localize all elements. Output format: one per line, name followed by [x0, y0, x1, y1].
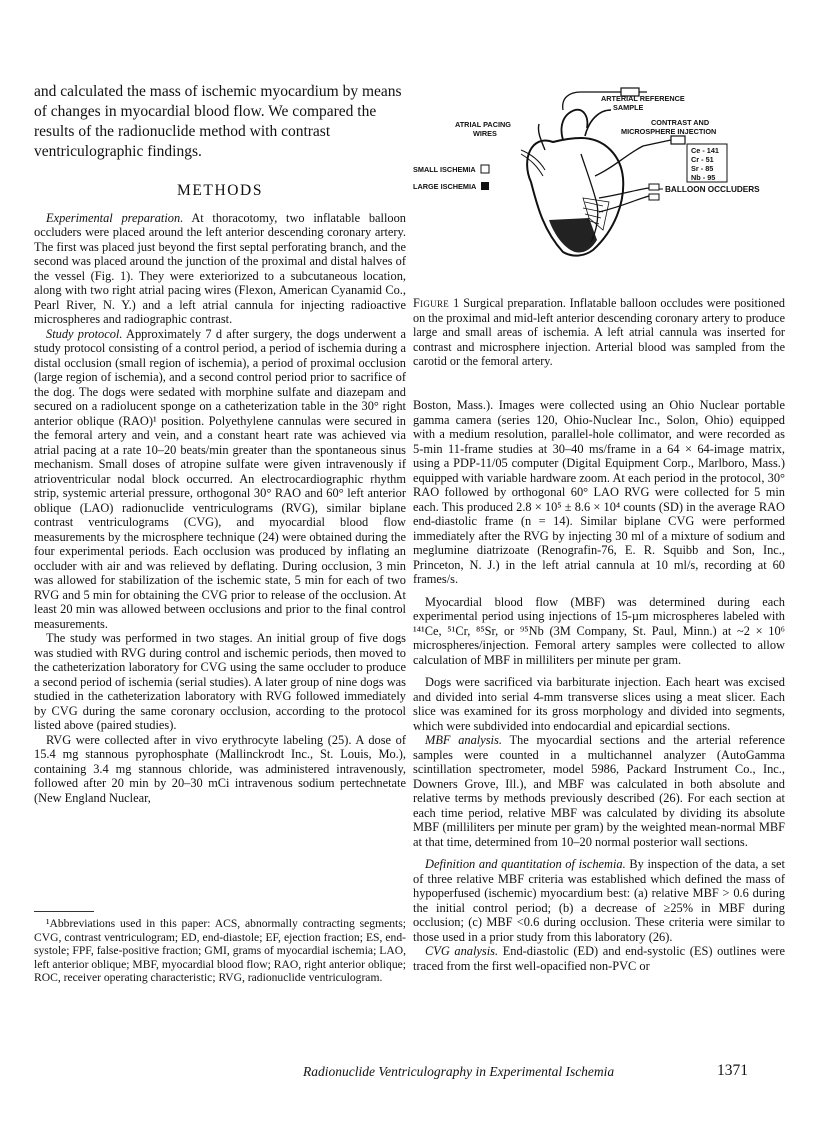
paragraph-experimental-preparation: Experimental preparation. At thoracotomy, two inflatable balloon occluders were placed around the left anterior descending coronary artery. The first was placed just beyond the first septal perforating branch, and the second was placed around the junction of the proximal and distal halves of the vessel (Fig. 1). They were exteriorized to a subcutaneous location, along with two right atrial pacing wires (Flexon, American Cyanamid Co., Pearl River, N. Y.) and a left atrial cannula for injecting radioactive microspheres and radiographic contrast.	[34, 210, 406, 326]
paragraph-cvg-analysis: CVG analysis. End-diastolic (ED) and end-systolic (ES) outlines were traced from the first well-opacified non-PVC or	[413, 944, 786, 973]
page-number: 1371	[717, 1062, 748, 1079]
paragraph-mbf-microspheres: Myocardial blood flow (MBF) was determined during each experimental period using injections of 15-µm microspheres labeled with ¹⁴¹Ce, ⁵¹Cr, ⁸⁵Sr, or ⁹⁵Nb (3M Company, St. Paul, Minn.) at ~2 × 10⁶ microspheres/injection. Femoral artery samples were collected to allow calculation of MBF in milliliters per minute per gram.	[413, 594, 785, 667]
footnote-rule	[34, 911, 94, 912]
label-wires: WIRES	[473, 129, 497, 138]
left-column	[34, 82, 406, 805]
label-arterial-reference: ARTERIAL REFERENCE	[601, 94, 685, 103]
paragraph-rvg-collection: RVG were collected after in vivo erythrocyte labeling (25). A dose of 15.4 mg stannous pyrophosphate (Mallinckrodt Inc., St. Louis, Mo.), containing 3.4 mg stannous chloride, was administered intravenously, followed after 20 min by 20–30 mCi intravenous sodium pertechnetate (New England Nuclear,	[34, 732, 406, 805]
right-column	[413, 398, 785, 973]
paragraph-ischemia-definition: Definition and quantitation of ischemia. By inspection of the data, a set of three relative MBF criteria was established which defined the mass of hypoperfused (ischemic) myocardium best: (a) relative MBF > 0.6 during the initial control period; (b) a decrease of ≥25% in MBF during occlusion; (c) MBF <0.6 during occlusion. These criteria were similar to those used in a prior study from this laboratory (26).	[413, 857, 786, 944]
label-small-ischemia: SMALL ISCHEMIA	[413, 165, 476, 174]
paragraph-gamma-camera: Boston, Mass.). Images were collected using an Ohio Nuclear portable gamma camera (series 120, Ohio-Nuclear Inc., Solon, Ohio) equipped with a medium resolution, parallel-hole collimator, and were recorded as 5-min 11-frame studies at 30–40 ms/frame in a 64 × 64-image matrix, using a PDP-11/05 computer (Digital Equipment Corp., Marlboro, Mass.) equipped with variable hardware zoom. At each period in the protocol, 30° RAO followed by orthogonal 60° LAO RVG were collected for 5 min each. This produced 2.8 × 10⁵ ± 8.6 × 10⁴ counts (SD) in the average RAO end-diastolic frame (n = 14). Similar biplane CVG were performed immediately after the RVG by injecting 30 ml of a mixture of sodium and meglumine diatrizoate (Renografin-76, E. R. Squibb and Son, Inc., Princeton, N. J.) in the left atrial cannula at 10 ml/s, recording at 60 frames/s.	[413, 398, 785, 586]
surgical-preparation-illustration	[413, 80, 785, 260]
isotope-label-1: Cr - 51	[691, 155, 714, 164]
label-sample: SAMPLE	[613, 103, 644, 112]
footnote-abbreviations: ¹Abbreviations used in this paper: ACS, abnormally contracting segments; CVG, contrast ventriculogram; ED, end-diastole; EF, ejection fraction; ES, end-systole; FPF, false-positive fraction; GMI, grams of myocardial ischemia; LAO, left anterior oblique; MBF, myocardial blood flow; RAO, right anterior oblique; ROC, receiver operating characteristic; RVG, radionuclide ventriculogram.	[34, 917, 406, 984]
running-title: Radionuclide Ventriculography in Experimental Ischemia	[303, 1064, 615, 1079]
label-atrial-pacing: ATRIAL PACING	[455, 120, 511, 129]
methods-heading: METHODS	[176, 182, 264, 199]
legend-large-swatch	[481, 182, 489, 190]
large-ischemia-region	[549, 218, 597, 253]
paragraph-study-protocol: Study protocol. Approximately 7 d after surgery, the dogs underwent a study protocol consisting of a control period, a period of ischemia during a distal occlusion (small region of ischemia), a period of proximal occlusion (large region of ischemia), and a second control period prior to sacrifice of the dog. The dogs were sedated with morphine sulfate and diazepam and secured on a radiolucent sponge on a catheterization table in the 30° right anterior oblique (RAO)¹ position. Polyethylene cannulas were secured in the femoral artery and vein, and a constant heart rate was achieved via atrial pacing at a rate 10–20 beats/min greater than the spontaneous sinus mechanism. Small doses of atropine sulfate were given intravenously if atrioventricular nodal block occurred. An electrocardiographic rhythm strip, systemic arterial pressure, orthogonal 30° RAO and 60° left anterior oblique (LAO) radionuclide ventriculograms (RVG), similar biplane contrast ventriculograms (CVG), and myocardial blood flow measurements by the microsphere technique (24) were obtained during the four experimental periods. Each occlusion was produced by inflating an occluder with air and was relieved by deflating. During occlusion, 3 min was allowed for stabilization of the ischemic state, 5 min for each of two RVG and 5 min for obtaining the CVG prior to release of the occlusion. At least 20 min was allowed between occlusions and prior to the final control measurements.	[34, 326, 406, 631]
label-large-ischemia: LARGE ISCHEMIA	[413, 182, 477, 191]
label-balloon-occluders: BALLOON OCCLUDERS	[665, 185, 760, 194]
paragraph-sacrifice: Dogs were sacrificed via barbiturate injection. Each heart was excised and divided into serial 4-mm transverse slices using a meat slicer. Each slice was examined for its gross morphology and divided into segments, which were subdivided into endocardial and epicardial sections.	[413, 675, 785, 733]
isotope-label-2: Sr - 85	[691, 164, 714, 173]
label-contrast: CONTRAST AND	[651, 118, 710, 127]
legend-small-swatch	[481, 165, 489, 173]
lead-paragraph: and calculated the mass of ischemic myocardium by means of changes in myocardial blood flow. We compared the results of the radionuclide method with contrast ventriculographic findings.	[34, 83, 402, 160]
isotope-label-0: Ce - 141	[691, 146, 719, 155]
label-microsphere-injection: MICROSPHERE INJECTION	[621, 127, 717, 136]
paragraph-study-stages: The study was performed in two stages. An initial group of five dogs was studied with RVG during control and ischemic periods, then moved to the catheterization laboratory for CVG using the same occluder to produce a second period of ischemia (serial studies). A later group of nine dogs was studied in the catheterization laboratory with RVG followed immediately by CVG during the same coronary occlusion, according to the protocol listed above (paired studies).	[34, 631, 406, 732]
figure-1-caption: Figure 1 Surgical preparation. Inflatable balloon occludes were positioned on the proximal and mid-left anterior descending coronary artery to produce large and small areas of ischemia. A left atrial cannula was inserted for contrast and microsphere injection. Arterial blood was sampled from the carotid or the femoral artery.	[413, 296, 785, 368]
figure-1-diagram	[413, 80, 785, 260]
paragraph-mbf-analysis: MBF analysis. The myocardial sections and the arterial reference samples were counted in a multichannel analyzer (AutoGamma scintillation spectrometer, model 5986, Packard Instrument Co., Inc., Downers Grove, Ill.), and MBF was calculated in both absolute and relative terms by methods previously described (26). For each section at each time period, relative MBF was calculated by dividing its absolute MBF (milliliters per minute per gram) by the weighted mean-normal MBF at that time, determined from 10–20 normal posterior wall sections.	[413, 733, 785, 849]
isotope-label-3: Nb - 95	[691, 173, 716, 182]
